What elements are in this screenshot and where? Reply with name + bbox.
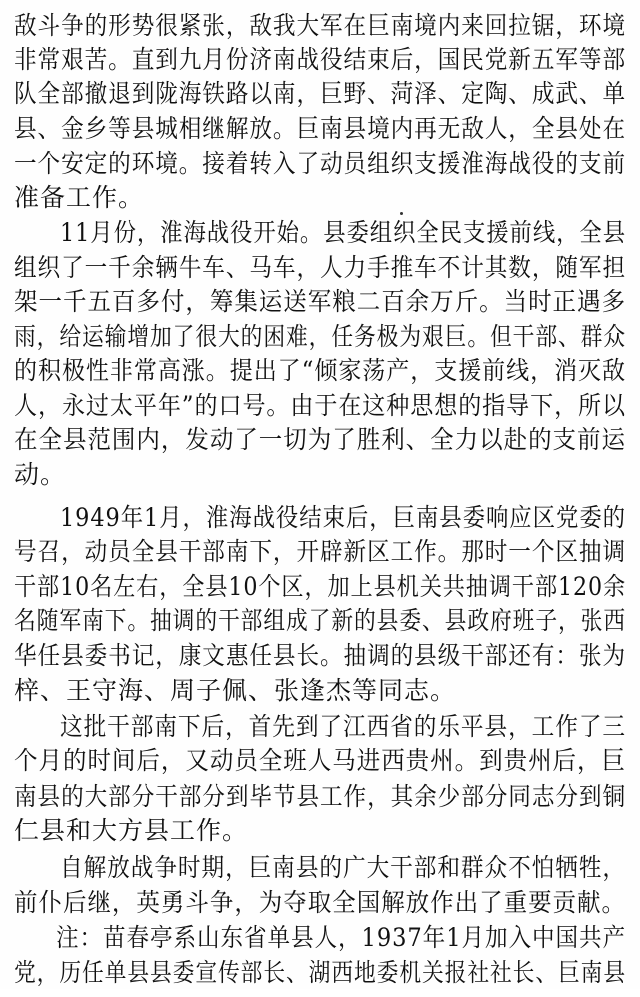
text-line: 仁县和大方县工作。 — [14, 816, 249, 845]
text-line: 1949年1月，淮海战役结束后，巨南县委响应区党委的 — [60, 503, 626, 532]
text-line: 个月的时间后，又动员全班人马进西贵州。到贵州后，巨 — [14, 746, 626, 775]
text-line: 11月份，淮海战役开始。县委组织全民支援前线，全县 — [60, 218, 626, 247]
text-line: 非常艰苦。直到九月份济南战役结束后，国民党新五军等部 — [14, 45, 626, 74]
text-line: 干部10名左右，全县10个区，加上县机关共抽调干部120余 — [14, 572, 626, 601]
text-line: 动。 — [14, 460, 67, 489]
text-line: 敌斗争的形势很紧张，敌我大军在巨南境内来回拉锯，环境 — [14, 11, 626, 40]
text-line: 一个安定的环境。接着转入了动员组织支援淮海战役的支前 — [14, 149, 626, 178]
text-line: 前仆后继，英勇斗争，为夺取全国解放作出了重要贡献。 — [14, 888, 626, 917]
text-line: 梓、王守海、周子佩、张逢杰等同志。 — [14, 676, 457, 705]
text-line: 县、金乡等县城相继解放。巨南县境内再无敌人，全县处在 — [14, 114, 626, 143]
text-line: 架一千五百多付，筹集运送军粮二百余万斤。当时正遇多 — [14, 287, 626, 316]
text-line: 华任县委书记，康文惠任县长。抽调的县级干部还有：张为 — [14, 641, 626, 670]
text-line: 队全部撤退到陇海铁路以南，巨野、菏泽、定陶、成武、单 — [14, 79, 626, 108]
text-line: 名随军南下。抽调的干部组成了新的县委、县政府班子，张西 — [14, 606, 626, 635]
text-line: 准备工作。 — [14, 183, 145, 212]
text-line: 注：苗春亭系山东省单县人，1937年1月加入中国共产 — [56, 923, 626, 952]
text-line: 自解放战争时期，巨南县的广大干部和群众不怕牺牲， — [60, 853, 626, 882]
text-line: 这批干部南下后，首先到了江西省的乐平县，工作了三 — [60, 712, 626, 741]
text-line: 的积极性非常高涨。提出了“倾家荡产，支援前线，消灭敌 — [14, 356, 626, 385]
scan-speck — [400, 212, 403, 215]
text-line: 南县的大部分干部分到毕节县工作，其余少部分同志分到铜 — [14, 782, 626, 811]
text-line: 人，永过太平年”的口号。由于在这种思想的指导下，所以 — [14, 391, 626, 420]
text-line: 组织了一千余辆牛车、马车，人力手推车不计其数，随军担 — [14, 253, 626, 282]
text-line: 在全县范围内，发动了一切为了胜利、全力以赴的支前运 — [14, 425, 626, 454]
text-line: 党，历任单县县委宣传部长、湖西地委机关报社社长、巨南县 — [14, 958, 626, 987]
text-line: 号召，动员全县干部南下，开辟新区工作。那时一个区抽调 — [14, 537, 626, 566]
text-line: 雨，给运输增加了很大的困难，任务极为艰巨。但干部、群众 — [14, 322, 626, 351]
